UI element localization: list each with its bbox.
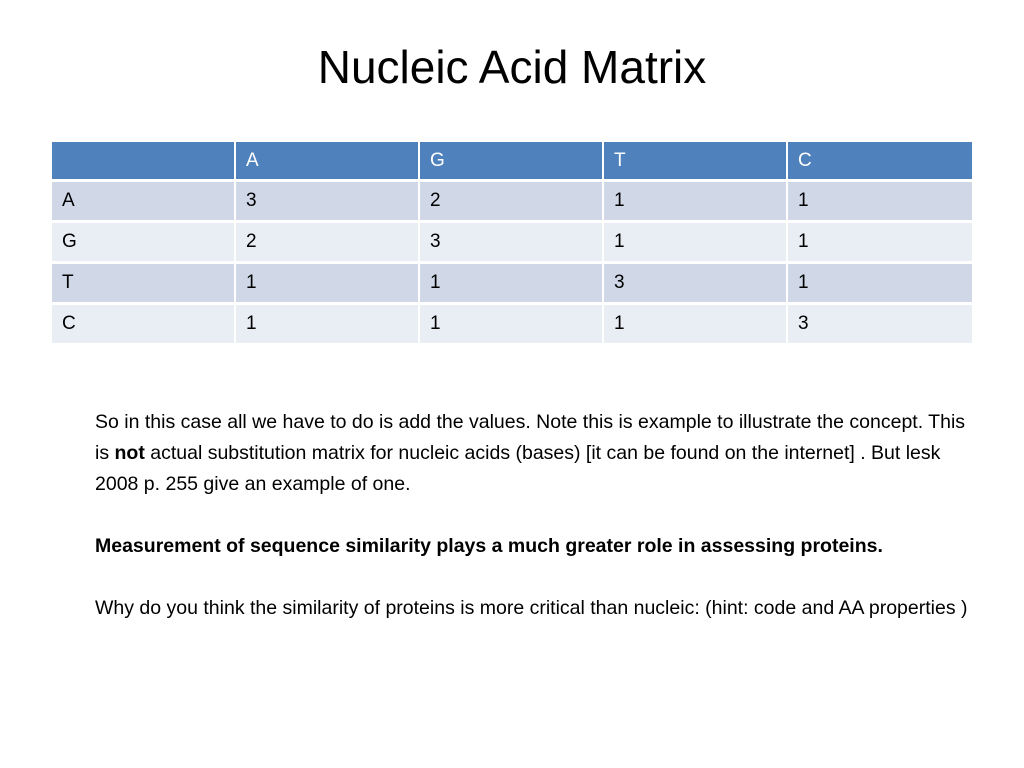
nucleic-acid-matrix-table: [52, 142, 972, 343]
table-row: [52, 182, 972, 223]
table-cell: 2: [236, 223, 420, 264]
slide-body-text: [95, 407, 975, 624]
header-cell-g: G: [420, 142, 604, 182]
table-cell: 1: [788, 223, 972, 264]
table-cell: 3: [236, 182, 420, 223]
row-label: A: [52, 182, 236, 223]
table-cell: 1: [236, 264, 420, 305]
table-cell: 1: [788, 264, 972, 305]
row-label: G: [52, 223, 236, 264]
table-header-row: [52, 142, 972, 182]
row-label: C: [52, 305, 236, 343]
row-label: T: [52, 264, 236, 305]
emphasis-not: not: [114, 442, 145, 464]
table-cell: 2: [420, 182, 604, 223]
explanation-text-end: actual substitution matrix for nucleic acids (bases) [it can be found on the internet] . But lesk 2008 p. 255 give an example of one.: [95, 442, 941, 495]
table-cell: 1: [420, 264, 604, 305]
table-cell: 3: [420, 223, 604, 264]
table-cell: 1: [604, 223, 788, 264]
explanation-text-start: So in this case all we have to do is add the values. Note this is example to illustrate the concept. This is: [95, 411, 966, 464]
table-cell: 3: [788, 305, 972, 343]
table-row: [52, 305, 972, 343]
table-cell: 1: [604, 182, 788, 223]
table-cell: 3: [604, 264, 788, 305]
header-cell-c: C: [788, 142, 972, 182]
table-cell: 1: [420, 305, 604, 343]
key-point-paragraph: Measurement of sequence similarity plays a much greater role in assessing proteins.: [95, 535, 883, 557]
explanation-paragraph: [95, 407, 975, 500]
header-cell-a: A: [236, 142, 420, 182]
header-cell-t: T: [604, 142, 788, 182]
header-cell-corner: [52, 142, 236, 182]
table-row: [52, 223, 972, 264]
table-cell: 1: [604, 305, 788, 343]
question-paragraph: Why do you think the similarity of proteins is more critical than nucleic: (hint: code and AA properties ): [95, 597, 968, 619]
table-cell: 1: [788, 182, 972, 223]
slide-title: Nucleic Acid Matrix: [317, 41, 707, 93]
table-cell: 1: [236, 305, 420, 343]
table-row: [52, 264, 972, 305]
